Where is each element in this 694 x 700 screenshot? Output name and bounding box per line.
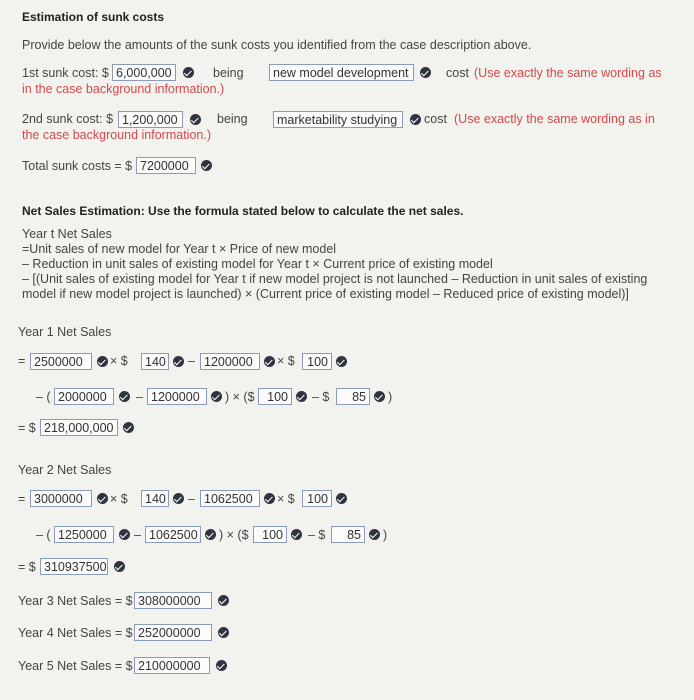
year1-close: ) xyxy=(388,390,393,404)
check-icon xyxy=(190,114,201,125)
check-icon xyxy=(264,493,275,504)
sunk2-being: being xyxy=(217,112,248,126)
check-icon xyxy=(420,67,431,78)
year1-field-c[interactable]: 1200000 xyxy=(200,353,260,370)
check-icon xyxy=(296,391,307,402)
formula-line-1: Year t Net Sales xyxy=(22,227,112,241)
check-icon xyxy=(218,627,229,638)
year2-result-label: = $ xyxy=(18,560,36,574)
check-icon xyxy=(216,660,227,671)
year1-open: – ( xyxy=(36,390,51,404)
net-sales-title-bold: Net Sales Estimation xyxy=(22,204,141,218)
year2-result-field[interactable]: 310937500 xyxy=(40,558,108,575)
year2-close: ) xyxy=(383,528,388,542)
year2-times-dollar-2: × $ xyxy=(277,492,295,506)
year2-field-d[interactable]: 100 xyxy=(302,490,332,507)
check-icon xyxy=(97,493,108,504)
year2-field-h[interactable]: 85 xyxy=(331,526,365,543)
check-icon xyxy=(369,529,380,540)
sunk1-note-a: (Use exactly the same wording as xyxy=(474,66,662,80)
formula-line-4: – [(Unit sales of existing model for Year t if new model project is not launched – Reduction in unit sales of existing xyxy=(22,272,648,286)
check-icon xyxy=(211,391,222,402)
year1-result-field[interactable]: 218,000,000 xyxy=(40,419,118,436)
year1-times-dollar-2: × $ xyxy=(277,354,295,368)
year1-field-f[interactable]: 1200000 xyxy=(147,388,207,405)
net-sales-title xyxy=(22,204,463,218)
check-icon xyxy=(336,493,347,504)
year2-field-f[interactable]: 1062500 xyxy=(145,526,201,543)
year1-minus: – xyxy=(188,354,195,368)
check-icon xyxy=(119,529,130,540)
year1-minus-2: – xyxy=(136,390,143,404)
year2-minus-2: – xyxy=(134,528,141,542)
year1-result-label: = $ xyxy=(18,421,36,435)
check-icon xyxy=(119,391,130,402)
sunk1-note-b: in the case background information.) xyxy=(22,82,225,96)
year5-field[interactable]: 210000000 xyxy=(134,657,210,674)
year4-label: Year 4 Net Sales = $ xyxy=(18,626,133,640)
year2-field-a[interactable]: 3000000 xyxy=(30,490,92,507)
year2-label: Year 2 Net Sales xyxy=(18,463,112,477)
check-icon xyxy=(97,356,108,367)
check-icon xyxy=(291,529,302,540)
year1-times-dollar: × $ xyxy=(110,354,128,368)
section-heading-sunk-costs: Estimation of sunk costs xyxy=(22,10,165,24)
check-icon xyxy=(264,356,275,367)
year2-minus: – xyxy=(188,492,195,506)
check-icon xyxy=(410,114,421,125)
check-icon xyxy=(218,595,229,606)
year1-mid: ) × ($ xyxy=(225,390,255,404)
sunk2-label: 2nd sunk cost: $ xyxy=(22,112,114,126)
sunk1-label: 1st sunk cost: $ xyxy=(22,66,109,80)
year2-times-dollar: × $ xyxy=(110,492,128,506)
year2-mid: ) × ($ xyxy=(219,528,249,542)
sunk1-description-field[interactable]: new model development xyxy=(269,64,414,81)
sunk1-amount-field[interactable]: 6,000,000 xyxy=(112,64,176,81)
year1-field-b[interactable]: 140 xyxy=(141,353,169,370)
check-icon xyxy=(114,561,125,572)
year1-field-g[interactable]: 100 xyxy=(258,388,292,405)
check-icon xyxy=(173,356,184,367)
year4-field[interactable]: 252000000 xyxy=(134,624,212,641)
year2-field-c[interactable]: 1062500 xyxy=(200,490,260,507)
year2-field-e[interactable]: 1250000 xyxy=(54,526,114,543)
year3-label: Year 3 Net Sales = $ xyxy=(18,594,133,608)
sunk2-note-b: the case background information.) xyxy=(22,128,211,142)
year2-eq: = xyxy=(18,492,26,506)
check-icon xyxy=(173,493,184,504)
sunk2-description-field[interactable]: marketability studying xyxy=(273,111,403,128)
sunk2-amount-field[interactable]: 1,200,000 xyxy=(118,111,183,128)
total-sunk-label: Total sunk costs = $ xyxy=(22,159,133,173)
year1-field-e[interactable]: 2000000 xyxy=(54,388,114,405)
intro-text: Provide below the amounts of the sunk costs you identified from the case description above. xyxy=(22,38,532,52)
year5-label: Year 5 Net Sales = $ xyxy=(18,659,133,673)
formula-line-3: – Reduction in unit sales of existing model for Year t × Current price of existing model xyxy=(22,257,493,271)
year1-label: Year 1 Net Sales xyxy=(18,325,112,339)
year2-open: – ( xyxy=(36,528,51,542)
formula-line-5: model if new model project is launched) × (Current price of existing model – Reduced price of existing model)] xyxy=(22,287,629,301)
total-sunk-field[interactable]: 7200000 xyxy=(136,157,196,174)
check-icon xyxy=(201,160,212,171)
sunk1-cost: cost xyxy=(446,66,469,80)
check-icon xyxy=(205,529,216,540)
check-icon xyxy=(336,356,347,367)
year2-minus-dollar: – $ xyxy=(308,528,326,542)
sunk2-cost: cost xyxy=(424,112,447,126)
year1-field-d[interactable]: 100 xyxy=(302,353,332,370)
year1-minus-dollar: – $ xyxy=(312,390,330,404)
check-icon xyxy=(374,391,385,402)
year1-eq: = xyxy=(18,354,26,368)
year1-field-h[interactable]: 85 xyxy=(336,388,370,405)
year2-field-g[interactable]: 100 xyxy=(253,526,287,543)
net-sales-title-rest: : Use the formula stated below to calculate the net sales. xyxy=(140,204,464,218)
year2-field-b[interactable]: 140 xyxy=(141,490,169,507)
check-icon xyxy=(183,67,194,78)
sunk1-being: being xyxy=(213,66,244,80)
sunk2-note-a: (Use exactly the same wording as in xyxy=(454,112,655,126)
check-icon xyxy=(123,422,134,433)
year1-field-a[interactable]: 2500000 xyxy=(30,353,92,370)
formula-line-2: =Unit sales of new model for Year t × Price of new model xyxy=(22,242,337,256)
year3-field[interactable]: 308000000 xyxy=(134,592,212,609)
